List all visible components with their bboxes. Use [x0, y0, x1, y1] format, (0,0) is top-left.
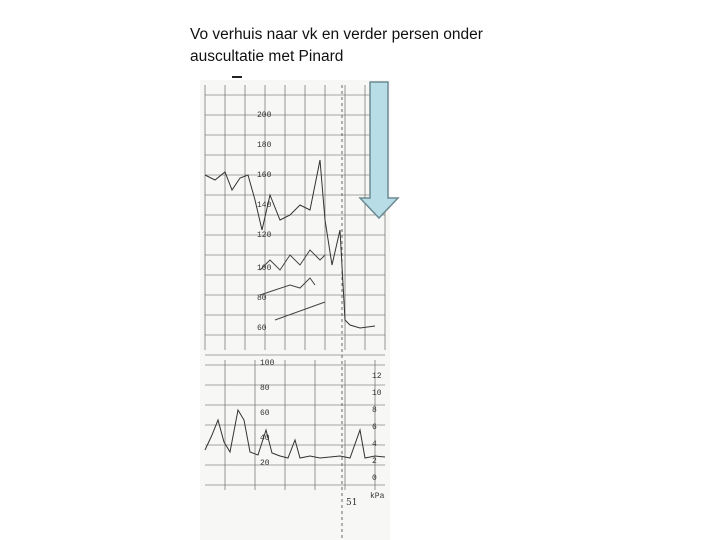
toco-left-40: 40 — [260, 434, 270, 443]
toco-right-2: 2 — [372, 457, 377, 466]
dash-mark — [232, 76, 242, 78]
fhr-label-100: 100 — [257, 264, 272, 273]
toco-right-6: 6 — [372, 423, 377, 432]
toco-left-100: 100 — [260, 359, 275, 368]
down-arrow-shape — [360, 82, 398, 218]
fhr-label-140: 140 — [257, 201, 272, 210]
fhr-label-160: 160 — [257, 171, 272, 180]
toco-right-12: 12 — [372, 372, 382, 381]
toco-right-10: 10 — [372, 389, 382, 398]
caption-line-1: Vo verhuis naar vk en verder persen onder — [190, 26, 483, 43]
caption-line-2: auscultatie met Pinard — [190, 48, 344, 65]
toco-left-60: 60 — [260, 409, 270, 418]
fhr-label-80: 80 — [257, 294, 267, 303]
toco-left-20: 20 — [260, 459, 270, 468]
fhr-label-180: 180 — [257, 141, 272, 150]
toco-unit-label: kPa — [370, 492, 385, 501]
slide-caption — [190, 24, 530, 68]
toco-right-8: 8 — [372, 406, 377, 415]
fhr-label-200: 200 — [257, 111, 272, 120]
page-number-note: 51 — [346, 498, 358, 508]
down-arrow-icon — [358, 80, 400, 220]
fhr-label-120: 120 — [257, 231, 272, 240]
fhr-label-60: 60 — [257, 324, 267, 333]
toco-left-80: 80 — [260, 384, 270, 393]
toco-right-0: 0 — [372, 474, 377, 483]
toco-right-4: 4 — [372, 440, 377, 449]
